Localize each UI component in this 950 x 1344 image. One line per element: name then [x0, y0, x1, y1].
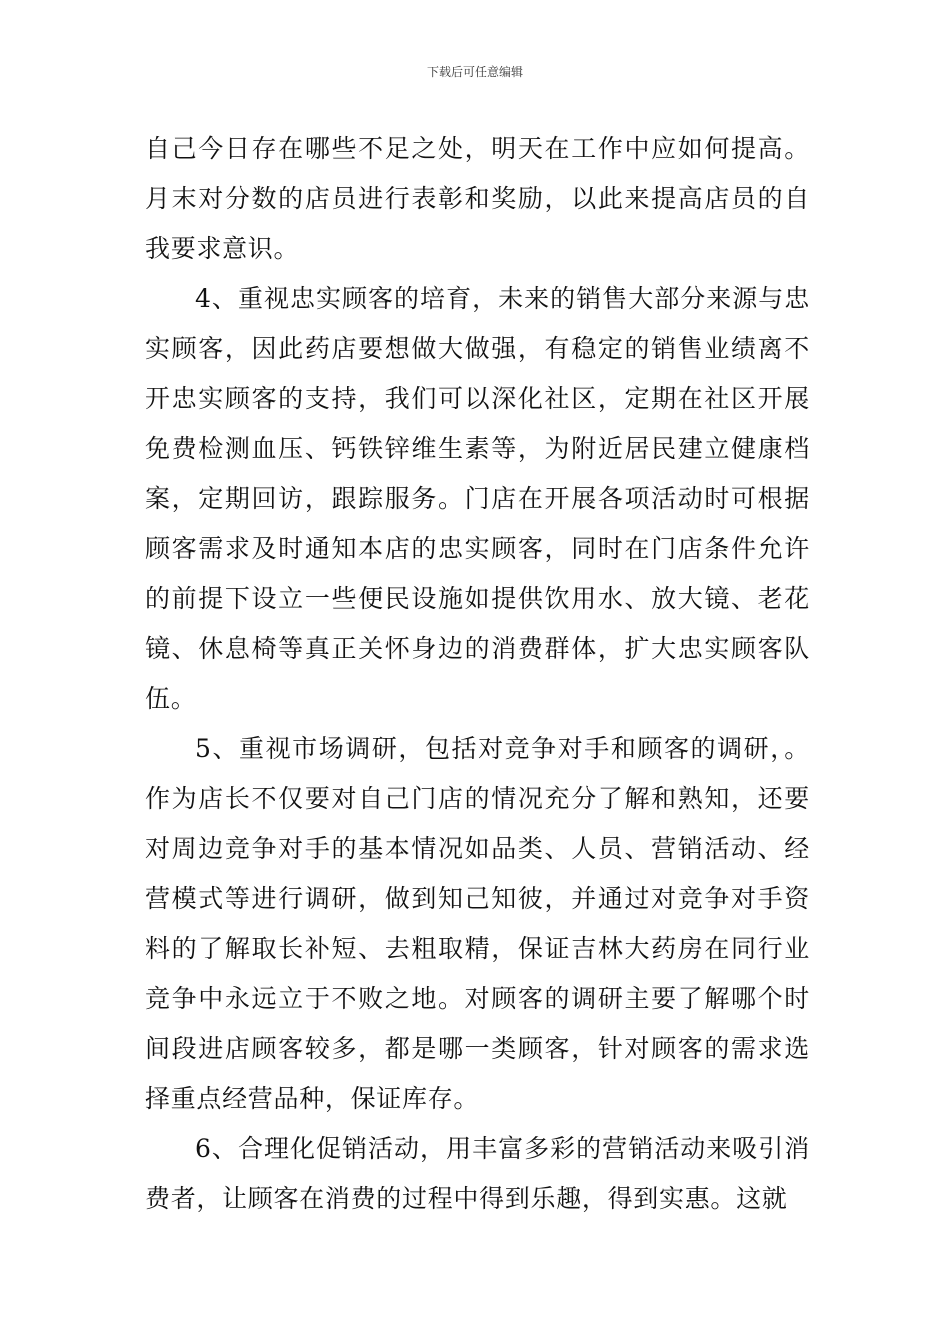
document-body: [145, 124, 810, 1224]
paragraph-continuation: 自己今日存在哪些不足之处，明天在工作中应如何提高。月末对分数的店员进行表彰和奖励，以此来提高店员的自我要求意识。: [145, 134, 810, 263]
paragraph-item-6: 6、合理化促销活动，用丰富多彩的营销活动来吸引消费者，让顾客在消费的过程中得到乐趣，得到实惠。这就: [145, 1134, 810, 1213]
paragraph-item-5: 5、重视市场调研，包括对竞争对手和顾客的调研，。作为店长不仅要对自己门店的情况充分了解和熟知，还要对周边竞争对手的基本情况如品类、人员、营销活动、经营模式等进行调研，做到知己知彼，并通过对竞争对手资料的了解取长补短、去粗取精，保证吉林大药房在同行业竞争中永远立于不败之地。对顾客的调研主要了解哪个时间段进店顾客较多，都是哪一类顾客，针对顾客的需求选择重点经营品种，保证库存。: [145, 734, 810, 1113]
paragraph-item-4: 4、重视忠实顾客的培育，未来的销售大部分来源与忠实顾客，因此药店要想做大做强，有稳定的销售业绩离不开忠实顾客的支持，我们可以深化社区，定期在社区开展免费检测血压、钙铁锌维生素等，为附近居民建立健康档案，定期回访，跟踪服务。门店在开展各项活动时可根据顾客需求及时通知本店的忠实顾客，同时在门店条件允许的前提下设立一些便民设施如提供饮用水、放大镜、老花镜、休息椅等真正关怀身边的消费群体，扩大忠实顾客队伍。: [145, 284, 810, 713]
page-header-note: 下载后可任意编辑: [426, 65, 523, 79]
